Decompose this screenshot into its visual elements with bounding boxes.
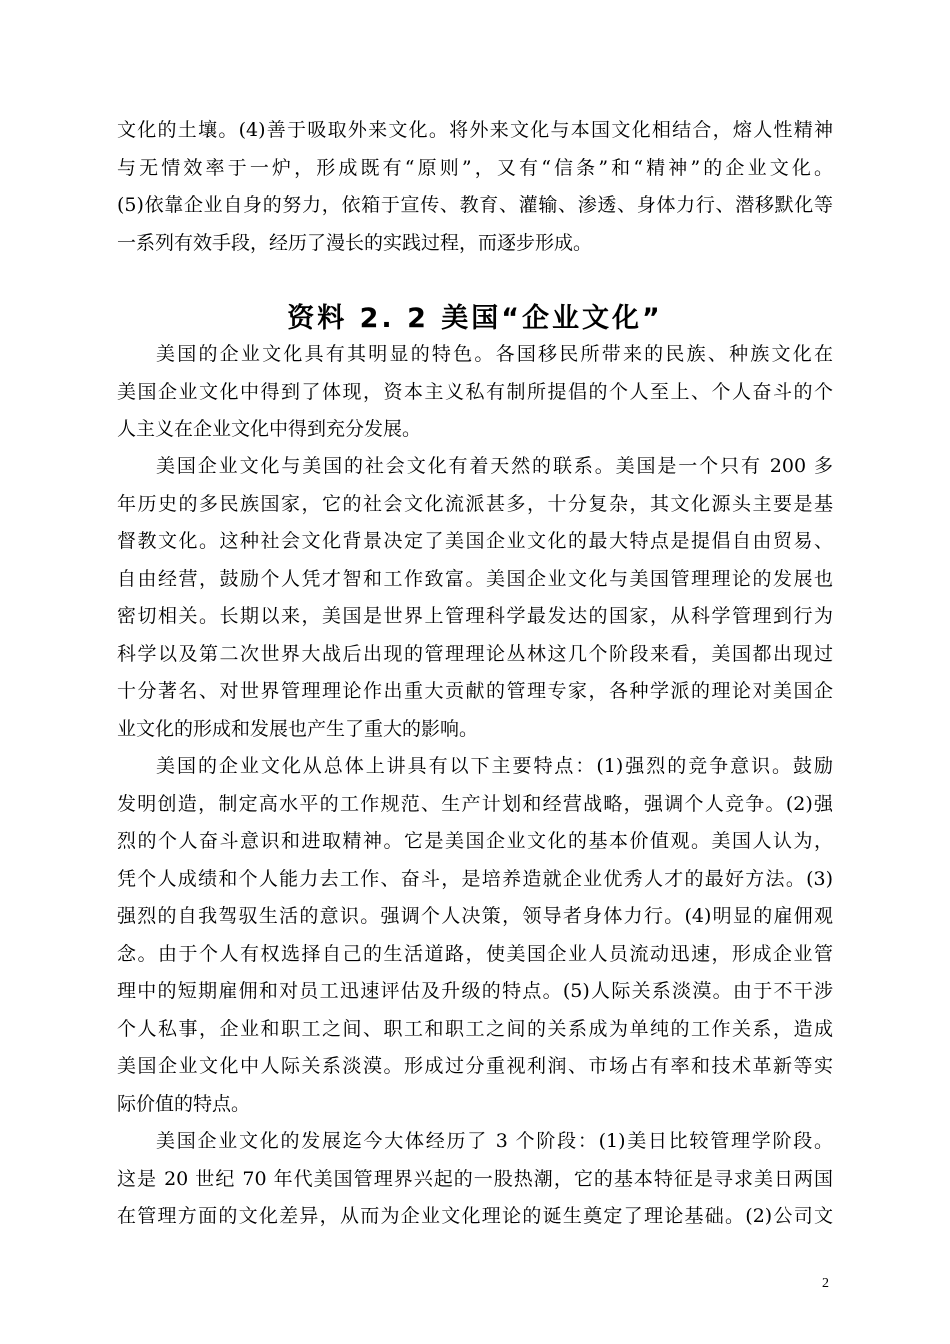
text-line: 自由经营，鼓励个人凭才智和工作致富。美国企业文化与美国管理理论的发展也 [117,567,833,590]
text-line: 理中的短期雇佣和对员工迅速评估及升级的特点。(5)人际关系淡漠。由于不干涉 [117,980,833,1002]
text-line: 念。由于个人有权选择自己的生活道路，使美国企业人员流动迅速，形成企业管 [117,942,833,965]
text-line: 美国的企业文化具有其明显的特色。各国移民所带来的民族、种族文化在 [156,343,833,365]
text-line: 年历史的多民族国家，它的社会文化流派甚多，十分复杂，其文化源头主要是基 [117,492,833,515]
text-line: 科学以及第二次世界大战后出现的管理理论丛林这几个阶段来看，美国都出现过 [117,642,833,665]
text-line: 凭个人成绩和个人能力去工作、奋斗，是培养造就企业优秀人才的最好方法。(3) [117,867,833,890]
text-line: 一系列有效手段，经历了漫长的实践过程，而逐步形成。 [117,231,593,254]
text-line: 在管理方面的文化差异，从而为企业文化理论的诞生奠定了理论基础。(2)公司文 [117,1205,833,1227]
page-number: 2 [822,1276,829,1291]
text-line: 文化的土壤。(4)善于吸取外来文化。将外来文化与本国文化相结合，熔人性精神 [117,119,833,141]
text-line: 人主义在企业文化中得到充分发展。 [117,418,422,440]
text-line: 十分著名、对世界管理理论作出重大贡献的管理专家，各种学派的理论对美国企 [117,680,833,702]
section-title: 资料 2. 2 美国“企业文化” [287,303,663,334]
text-line: 烈的个人奋斗意识和进取精神。它是美国企业文化的基本价值观。美国人认为， [117,830,833,852]
text-line: 这是 20 世纪 70 年代美国管理界兴起的一股热潮，它的基本特征是寻求美日两国 [117,1167,833,1190]
text-line: 个人私事，企业和职工之间、职工和职工之间的关系成为单纯的工作关系，造成 [117,1017,833,1040]
text-line: 密切相关。长期以来，美国是世界上管理科学最发达的国家，从科学管理到行为 [117,605,833,627]
text-line: 美国企业文化中得到了体现，资本主义私有制所提倡的个人至上、个人奋斗的个 [117,380,833,403]
text-line: 际价值的特点。 [117,1092,251,1115]
text-line: (5)依靠企业自身的努力，依箱于宣传、教育、灌输、渗透、身体力行、潜移默化等 [117,194,833,216]
text-line: 美国的企业文化从总体上讲具有以下主要特点：(1)强烈的竞争意识。鼓励 [156,755,833,777]
text-line: 与无情效率于一炉，形成既有“原则”，又有“信条”和“精神”的企业文化。 [117,156,833,179]
text-line: 美国企业文化的发展迄今大体经历了 3 个阶段：(1)美日比较管理学阶段。 [156,1130,833,1152]
text-line: 督教文化。这种社会文化背景决定了美国企业文化的最大特点是提倡自由贸易、 [117,530,833,552]
text-line: 美国企业文化与美国的社会文化有着天然的联系。美国是一个只有 200 多 [156,455,833,477]
text-line: 美国企业文化中人际关系淡漠。形成过分重视利润、市场占有率和技术革新等实 [117,1055,833,1077]
text-line: 发明创造，制定高水平的工作规范、生产计划和经营战略，强调个人竞争。(2)强 [117,792,833,815]
text-line: 强烈的自我驾驭生活的意识。强调个人决策，领导者身体力行。(4)明显的雇佣观 [117,905,833,927]
text-line: 业文化的形成和发展也产生了重大的影响。 [117,717,479,740]
